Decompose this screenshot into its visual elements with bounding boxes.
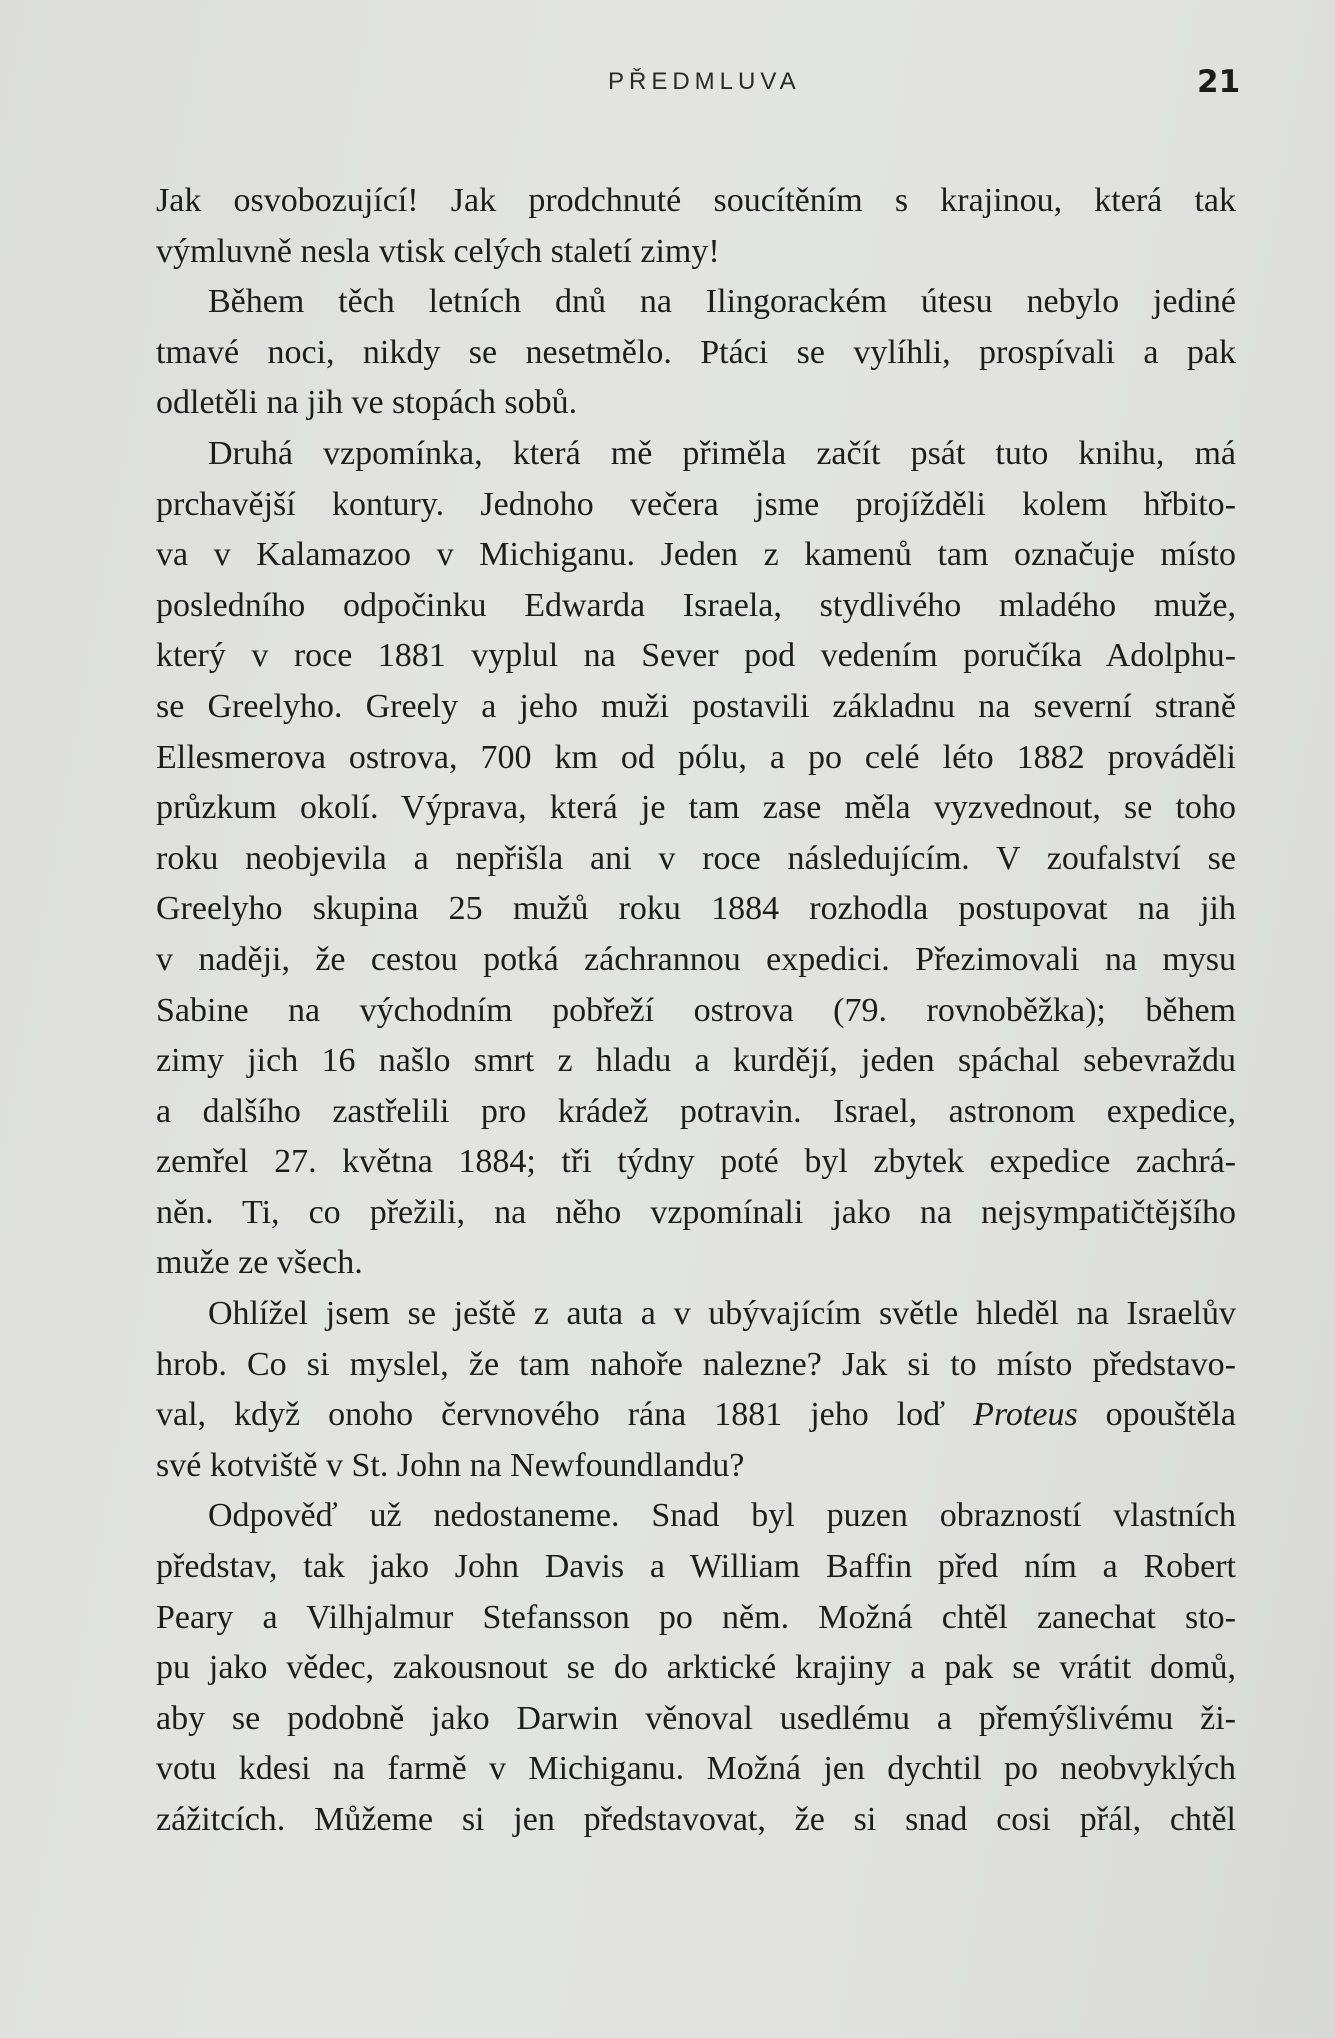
text-line: průzkum okolí. Výprava, která je tam zase měla vyzvednout, se toho xyxy=(156,789,1236,827)
text-line: se Greelyho. Greely a jeho muži postavili základnu na severní straně xyxy=(156,687,1236,725)
text-line: Ellesmerova ostrova, 700 km od pólu, a po celé léto 1882 prováděli xyxy=(156,738,1236,776)
text-line: zimy jich 16 našlo smrt z hladu a kurdějí, jeden spáchal sebevraždu xyxy=(156,1042,1236,1080)
text-line: votu kdesi na farmě v Michiganu. Možná jen dychtil po neobvyklých xyxy=(156,1750,1236,1788)
text-line: aby se podobně jako Darwin věnoval usedlému a přemýšlivému ži- xyxy=(156,1699,1236,1737)
text-line: své kotviště v St. John na Newfoundlandu? xyxy=(156,1446,745,1484)
text-line: posledního odpočinku Edwarda Israela, stydlivého mladého muže, xyxy=(156,586,1236,624)
text-line: zemřel 27. května 1884; tři týdny poté byl zbytek expedice zachrá- xyxy=(156,1143,1236,1181)
text-segment: val, když onoho červnového rána 1881 jeho loď xyxy=(156,1396,974,1434)
text-line: prchavější kontury. Jednoho večera jsme projížděli kolem hřbito- xyxy=(156,485,1236,523)
text-line: Jak osvobozující! Jak prodchnuté soucítěním s krajinou, která tak xyxy=(156,182,1236,219)
text-line: v naději, že cestou potká záchrannou expedici. Přezimovali na mysu xyxy=(156,940,1236,978)
text-line: Ohlížel jsem se ještě z auta a v ubývajícím světle hleděl na Israelův xyxy=(208,1295,1236,1333)
text-line: výmluvně nesla vtisk celých staletí zimy! xyxy=(156,232,720,270)
text-line: hrob. Co si myslel, že tam nahoře nalezne? Jak si to místo představo- xyxy=(156,1345,1236,1383)
text-line: Peary a Vilhjalmur Stefansson po něm. Možná chtěl zanechat sto- xyxy=(156,1598,1236,1636)
page-number: 21 xyxy=(1197,64,1241,100)
text-segment: opouštěla xyxy=(1077,1396,1236,1434)
text-line: Greelyho skupina 25 mužů roku 1884 rozhodla postupovat na jih xyxy=(156,890,1236,928)
text-line: pu jako vědec, zakousnout se do arktické krajiny a pak se vrátit domů, xyxy=(156,1649,1236,1687)
text-line: muže ze všech. xyxy=(156,1244,363,1282)
text-line: který v roce 1881 vyplul na Sever pod vedením poručíka Adolphu- xyxy=(156,637,1236,675)
body-text xyxy=(156,176,1236,1846)
text-line: roku neobjevila a nepřišla ani v roce následujícím. V zoufalství se xyxy=(156,839,1236,877)
ship-name: Proteus xyxy=(973,1396,1078,1434)
text-line: odletěli na jih ve stopách sobů. xyxy=(156,384,578,422)
text-line: představ, tak jako John Davis a William Baffin před ním a Robert xyxy=(156,1548,1236,1586)
text-line xyxy=(156,1390,1236,1441)
text-line: a dalšího zastřelili pro krádež potravin. Israel, astronom expedice, xyxy=(156,1092,1236,1130)
page-header xyxy=(0,62,1335,102)
text-line: Sabine na východním pobřeží ostrova (79. rovnoběžka); během xyxy=(156,991,1236,1029)
text-line: Během těch letních dnů na Ilingorackém útesu nebylo jediné xyxy=(208,283,1236,321)
text-line: va v Kalamazoo v Michiganu. Jeden z kamenů tam označuje místo xyxy=(156,536,1236,574)
text-line: zážitcích. Můžeme si jen představovat, že si snad cosi přál, chtěl xyxy=(156,1801,1236,1838)
text-line: Druhá vzpomínka, která mě přiměla začít psát tuto knihu, má xyxy=(208,434,1236,472)
text-line: něn. Ti, co přežili, na něho vzpomínali jako na nejsympatičtějšího xyxy=(156,1193,1236,1231)
running-head: PŘEDMLUVA xyxy=(608,68,801,95)
text-line: tmavé noci, nikdy se nesetmělo. Ptáci se vylíhli, prospívali a pak xyxy=(156,333,1236,371)
text-line: Odpověď už nedostaneme. Snad byl puzen obrazností vlastních xyxy=(208,1497,1236,1535)
